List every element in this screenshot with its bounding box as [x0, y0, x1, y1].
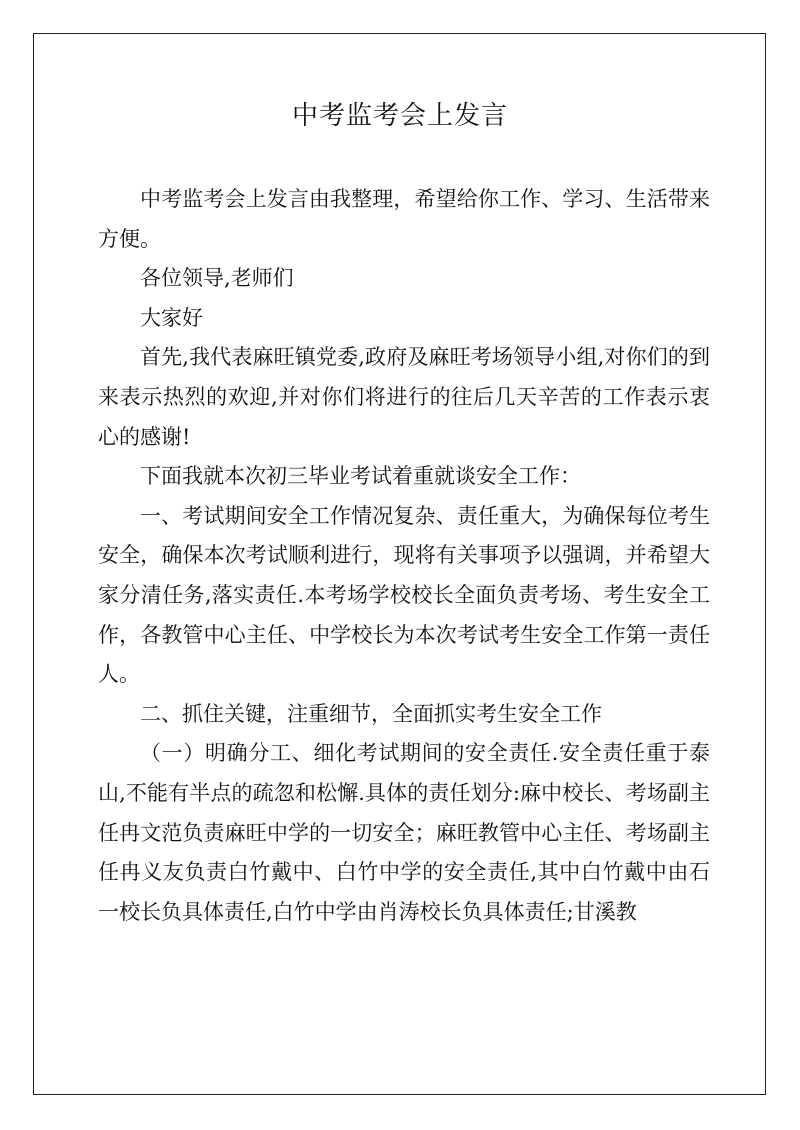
document-body: [98, 180, 710, 932]
subsection-one-paragraph: （一）明确分工、细化考试期间的安全责任.安全责任重于泰山,不能有半点的疏忽和松懈.具体的责任划分:麻中校长、考场副主任冉文范负责麻旺中学的一切安全；麻旺教管中心主任、考场副主任冉义友负责白竹戴中、白竹中学的安全责任,其中白竹戴中由石一校长负具体责任,白竹中学由肖涛校长负具体责任;甘溪教: [98, 741, 710, 924]
welcome-paragraph: 首先,我代表麻旺镇党委,政府及麻旺考场领导小组,对你们的到来表示热烈的欢迎,并对你们将进行的往后几天辛苦的工作表示衷心的感谢!: [98, 345, 710, 449]
intro-paragraph: 中考监考会上发言由我整理，希望给你工作、学习、生活带来方便。: [98, 187, 710, 251]
section-one-paragraph: 一、考试期间安全工作情况复杂、责任重大，为确保每位考生安全，确保本次考试顺利进行，现将有关事项予以强调，并希望大家分清任务,落实责任.本考场学校校长全面负责考场、考生安全工作，各教管中心主任、中学校长为本次考试考生安全工作第一责任人。: [98, 503, 710, 687]
greeting-line: 大家好: [140, 305, 203, 330]
salutation-line: 各位领导,老师们: [140, 266, 294, 291]
document-title: 中考监考会上发言: [291, 101, 508, 131]
topic-paragraph: 下面我就本次初三毕业考试着重就谈安全工作：: [140, 464, 581, 489]
section-two-heading: 二、抓住关键，注重细节，全面抓实考生安全工作: [140, 701, 602, 726]
